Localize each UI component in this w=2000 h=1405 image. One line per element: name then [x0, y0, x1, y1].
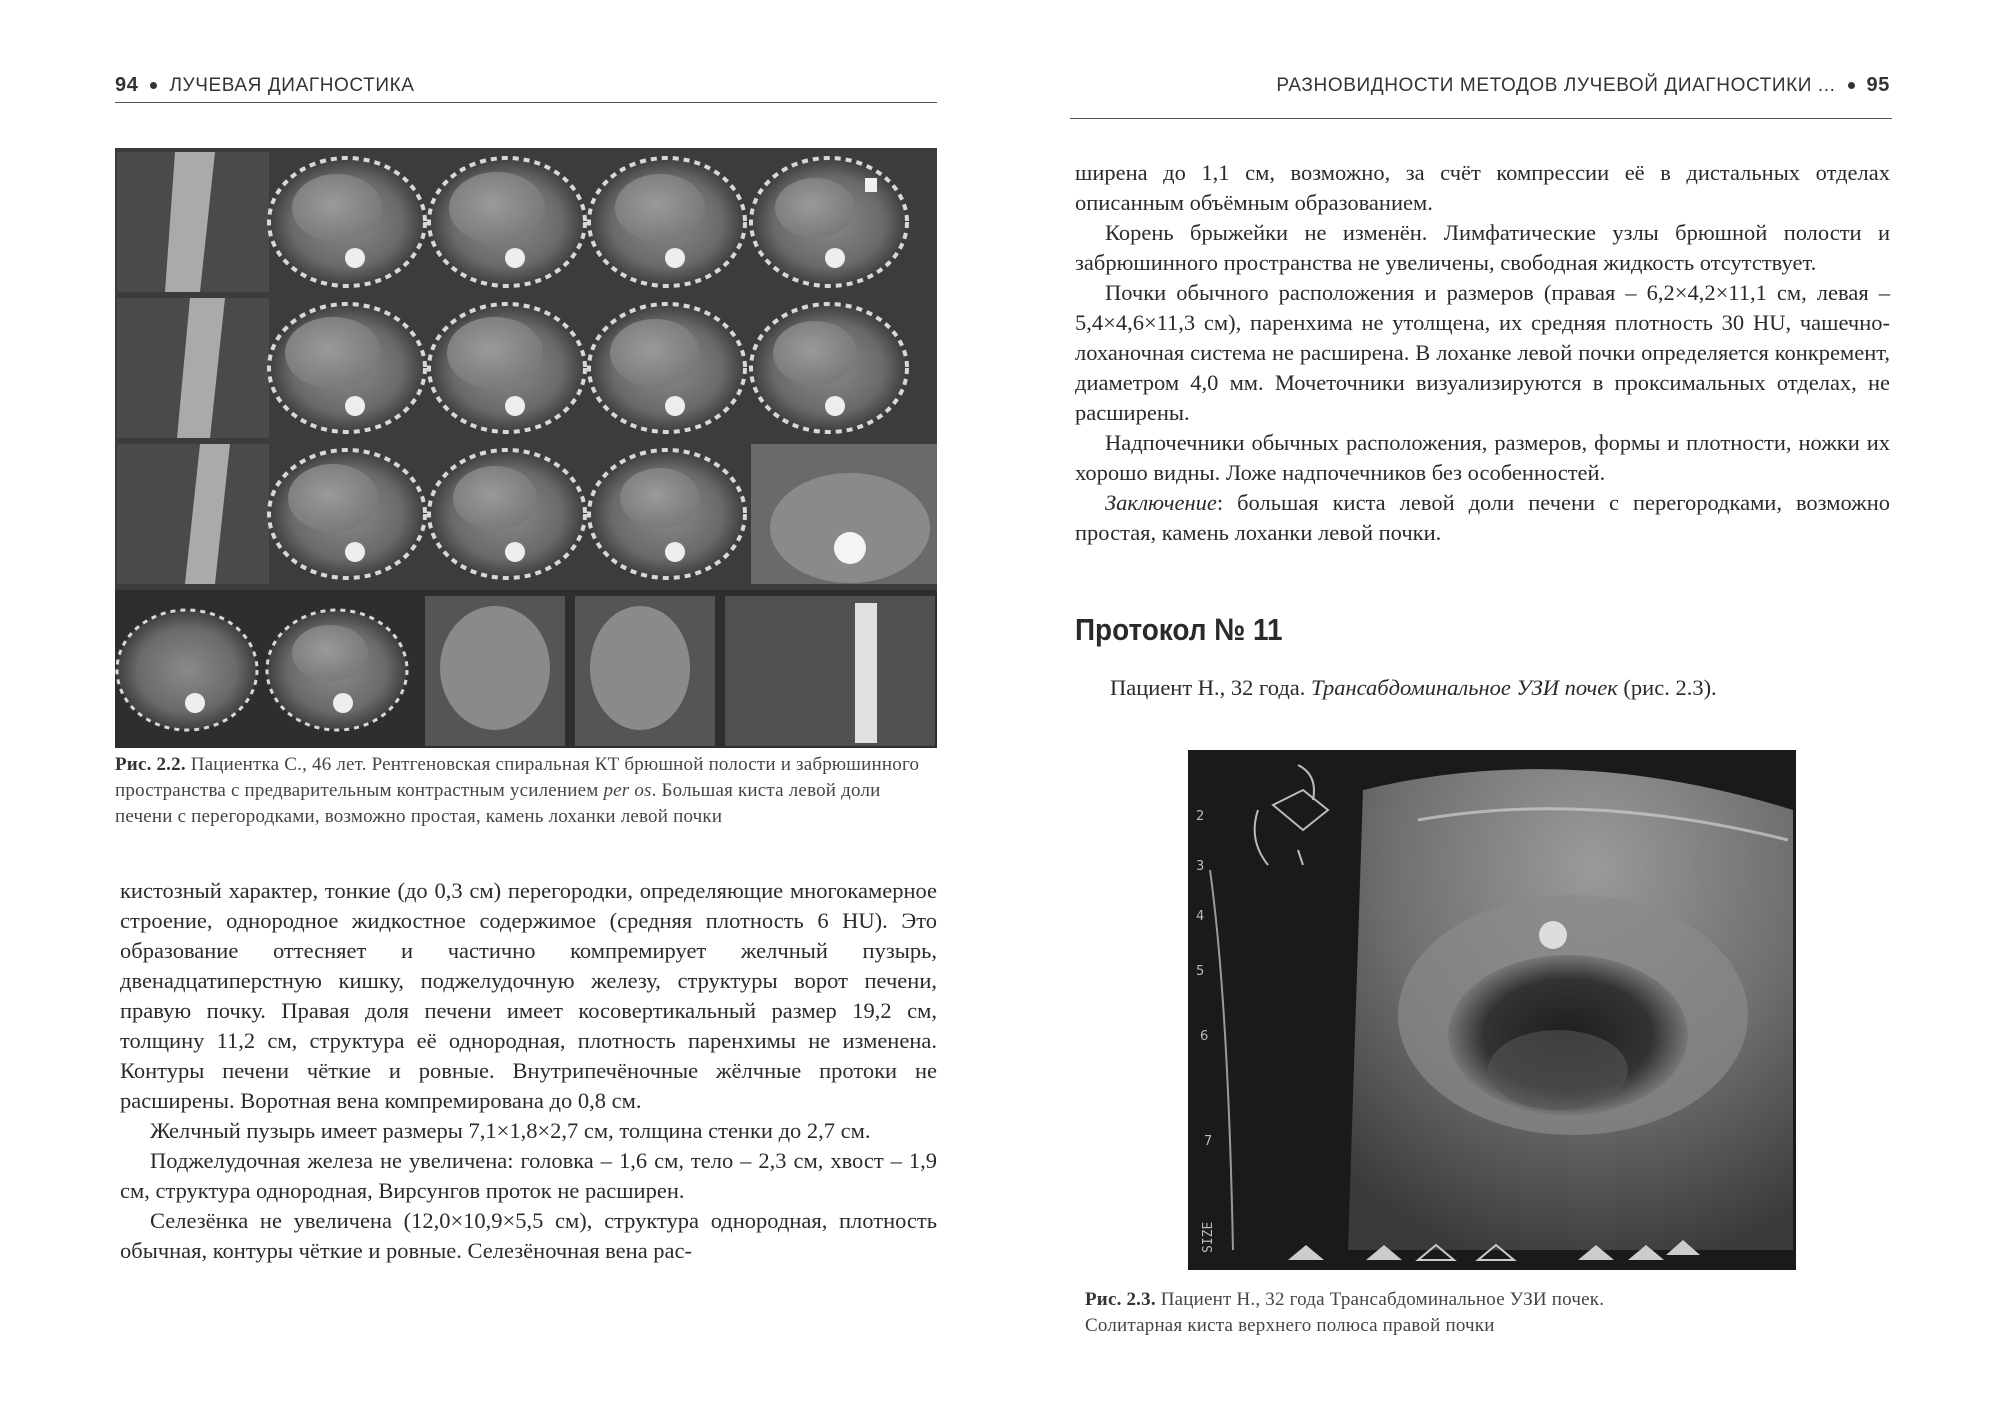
ct-row-4: [115, 590, 937, 748]
right-page: [1000, 0, 2000, 1405]
scale-3: 3: [1196, 859, 1205, 874]
left-running-header: [115, 74, 415, 104]
right-paragraph-1: ширена до 1,1 см, возможно, за счёт компрессии её в дистальных отделах описанным объёмным образованием.: [1075, 160, 1890, 215]
left-paragraph-1: кистозный характер, тонкие (до 0,3 см) перегородки, определяющие многокамерное строение, однородное жидкостное содержимое (средняя плотность 6 HU). Это образование оттесняет и частично компремирует желчный пузырь, двенадцатиперстную кишку, поджелудочную железу, структуры ворот печени, правую почку. Правая доля печени имеет косовертикальный размер 19,2 см, толщину 11,2 см, структура её однородная, плотность паренхимы не изменена. Контуры печени чёткие и ровные. Внутрипечёночные жёлчные протоки не расширены. Воротная вена компремирована до 0,8 см.: [120, 878, 937, 1113]
left-paragraph-4: Селезёнка не увеличена (12,0×10,9×5,5 см), структура однородная, плотность обычная, контуры чёткие и ровные. Селезёночная вена рас-: [120, 1208, 937, 1263]
ct-scan-figure: [115, 148, 937, 748]
left-section-title: ЛУЧЕВАЯ ДИАГНОСТИКА: [169, 75, 415, 96]
left-paragraph-3: Поджелудочная железа не увеличена: головка – 1,6 см, тело – 2,3 см, хвост – 1,9 см, структура однородная, Вирсунгов проток не расширен.: [120, 1148, 937, 1203]
scale-2: 2: [1196, 809, 1205, 824]
patient-line-plain: Пациент Н., 32 года.: [1110, 675, 1312, 700]
left-header-rule: [115, 102, 937, 103]
right-body-text: [1075, 158, 1890, 548]
figure-2-3-label: Рис. 2.3.: [1085, 1289, 1156, 1310]
conclusion-text: : большая киста левой доли печени с перегородками, возможно простая, камень лоханки левой почки.: [1075, 490, 1890, 545]
right-paragraph-4: Надпочечники обычных расположения, размеров, формы и плотности, ножки их хорошо видны. Ложе надпочечников без особенностей.: [1075, 430, 1890, 485]
figure-2-3-caption: [1085, 1287, 1915, 1339]
bullet-icon: [1848, 82, 1855, 89]
ct-row-1: [117, 152, 907, 292]
figure-2-2-text: Пациентка С., 46 лет. Рентгеновская спиральная КТ брюшной полости и забрюшинного пространства с предварительным контрастным усилением: [115, 754, 920, 801]
figure-2-2-caption: [115, 752, 937, 830]
left-body-text: [120, 876, 937, 1266]
conclusion-label: Заключение: [1105, 490, 1217, 515]
right-paragraph-2: Корень брыжейки не изменён. Лимфатические узлы брюшной полости и забрюшинного пространства не увеличены, свободная жидкость отсутствует.: [1075, 220, 1890, 275]
right-header-rule: [1070, 118, 1892, 119]
ultrasound-figure: [1188, 750, 1796, 1270]
right-paragraph-3: Почки обычного расположения и размеров (правая – 6,2×4,2×11,1 см, левая – 5,4×4,6×11,3 см), паренхима не утолщена, их средняя плотность 30 HU, чашечно-лоханочная система не расширена. В лоханке левой почки определяется конкремент, диаметром 4,0 мм. Мочеточники визуализируются в проксимальных отделах, не расширены.: [1075, 280, 1890, 425]
scale-5: 5: [1196, 964, 1205, 979]
ct-row-3: [117, 444, 937, 584]
figure-2-2-italic: per os: [603, 780, 652, 801]
scale-4: 4: [1196, 909, 1205, 924]
bullet-icon: [150, 82, 157, 89]
right-running-header: [1276, 74, 1890, 104]
scale-7: 7: [1204, 1134, 1213, 1149]
patient-line-ref: (рис. 2.3).: [1617, 675, 1717, 700]
scale-6: 6: [1200, 1029, 1209, 1044]
left-page-number: 94: [115, 74, 139, 96]
conclusion-paragraph: [1075, 488, 1890, 548]
figure-2-2-text-end: . Большая киста левой доли печени с перегородками, возможно простая, камень лоханки левой почки: [115, 780, 881, 827]
left-paragraph-2: Желчный пузырь имеет размеры 7,1×1,8×2,7 см, толщина стенки до 2,7 см.: [150, 1118, 871, 1143]
patient-line: [1110, 673, 1717, 703]
right-section-title: РАЗНОВИДНОСТИ МЕТОДОВ ЛУЧЕВОЙ ДИАГНОСТИКИ ...: [1276, 75, 1836, 96]
protocol-title: Протокол № 11: [1075, 612, 1283, 647]
right-page-number: 95: [1866, 74, 1890, 96]
figure-2-3-text: Пациент Н., 32 года Трансабдоминальное УЗИ почек.: [1155, 1289, 1605, 1310]
figure-2-3-text-line2: Солитарная киста верхнего полюса правой почки: [1085, 1315, 1495, 1336]
patient-line-exam: Трансабдоминальное УЗИ почек: [1311, 675, 1618, 700]
ultrasound-image: [1188, 750, 1796, 1270]
ct-scan-image: [115, 148, 937, 748]
ct-row-2: [117, 298, 907, 438]
size-label: SIZE: [1201, 1221, 1216, 1253]
figure-2-2-label: Рис. 2.2.: [115, 754, 186, 775]
